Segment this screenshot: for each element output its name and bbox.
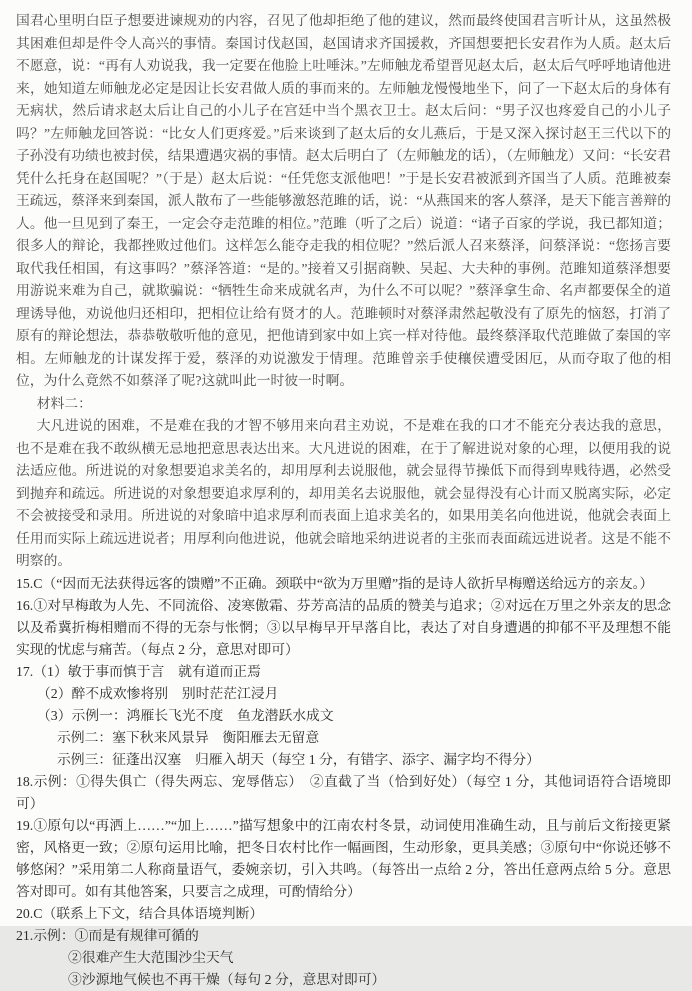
translation-passage-paragraph: 国君心里明白臣子想要进谏规劝的内容，召见了他却拒绝了他的建议，然而最终使国君言听计从，这虽然极其困难但却是件令人高兴的事情。秦国讨伐赵国，赵国请求齐国援救，齐国想要把长安君作为人质。赵太后不愿意，说：“再有人劝说我，我一定要在他脸上吐唾沫。”左师触龙希望晋见赵太后，赵太后气呼呼地请他进来，她知道左师触龙必定是因让长安君做人质的事而来的。左师触龙慢慢地坐下，问了一下赵太后的身体有无病状，然后请求赵太后让自己的小儿子在宫廷中当个黑衣卫士。赵太后问：“男子汉也疼爱自己的小儿子吗？”左师触龙回答说：“比女人们更疼爱。”后来谈到了赵太后的女儿燕后，于是又深入探讨赵王三代以下的子孙没有功绩也被封侯，结果遭遇灾祸的事情。赵太后明白了（左师触龙的话），（左师触龙）又问：“长安君凭什么托身在赵国呢？”（于是）赵太后说：“任凭您支派他吧！”于是长安君被派到齐国当了人质。范雎被秦王疏远，蔡泽来到秦国，派人散布了一些能够激怒范雎的话，说：“从燕国来的客人蔡泽，是天下能言善辩的人。他一旦见到了秦王，一定会夺走范雎的相位。”范雎（听了之后）说道：“诸子百家的学说，我已都知道；很多人的辩论，我都挫败过他们。这样怎么能夺走我的相位呢？”然后派人召来蔡泽，问蔡泽说：“您扬言要取代我任相国，有这事吗？”蔡泽答道：“是的。”接着又引据商鞅、吴起、大夫种的事例。范雎知道蔡泽想要用游说来难为自己，就欺骗说：“牺牲生命来成就名声，为什么不可以呢？”蔡泽拿生命、名声都要保全的道理诱导他，劝说他归还相印，把相位让给有贤才的人。范雎顿时对蔡泽肃然起敬没有了原先的恼怒，打消了原有的辩论想法，恭恭敬敬听他的意见，把他请到家中如上宾一样对待他。最终蔡泽取代范雎做了秦国的宰相。左师触龙的计谋发挥于爱，蔡泽的劝说激发于情理。范雎曾亲手使穰侯遭受困厄，从而夺取了他的相位，为什么竟然不如蔡泽了呢?这就叫此一时彼一时啊。 [16, 13, 671, 388]
answer-21-line-2: ②很难产生大范围沙尘天气 [68, 949, 234, 965]
answer-15: 15.C（“因而无法获得远客的馈赠”不正确。颈联中“欲为万里赠”指的是诗人欲折早梅赠送给远方的亲友。） [16, 575, 654, 591]
answer-17-line-1: 17.（1）敏于事而慎于言 就有道而正焉 [16, 663, 261, 679]
answer-17-line-2: （2）醉不成欢惨将别 别时茫茫江浸月 [37, 685, 279, 701]
material-two-label: 材料二： [36, 395, 92, 411]
answer-21-line-3: ③沙源地气候也不再干燥（每句 2 分，意思对即可） [68, 971, 386, 987]
material-two-paragraph: 大凡进说的困难，不是难在我的才智不够用来向君主劝说，不是难在我的口才不能充分表达我的意思，也不是难在我不敢纵横无忌地把意思表达出来。大凡进说的困难，在于了解进说对象的心理，以便用我的说法适应他。所进说的对象想要追求美名的，却用厚利去说服他，就会显得节操低下而得到卑贱待遇，必然受到抛弃和疏远。所进说的对象想要追求厚利的，却用美名去说服他，就会显得没有心计而又脱离实际，必定不会被接受和录用。所进说的对象暗中追求厚利而表面上追求美名的，如果用美名向他进说，他就会表面上任用而实际上疏远进说者；用厚利向他进说，他就会暗地采纳进说者的主张而表面疏远进说者。这是不能不明察的。 [16, 418, 671, 568]
answer-20: 20.C（联系上下文，结合具体语境判断） [16, 905, 264, 921]
answer-18: 18.示例：①得失俱亡（得失两忘、宠辱偕忘） ②直截了当（恰到好处）（每空 1 分，其他词语符合语境即可） [16, 773, 671, 811]
answer-17-line-3: （3）示例一：鸿雁长飞光不度 鱼龙潜跃水成文 [37, 707, 334, 723]
answer-19: 19.①原句以“再洒上……”“加上……”描写想象中的江南农村冬景，动词使用准确生动，且与前后文衔接更紧密，风格更一致；②原句运用比喻，把冬日农村比作一幅画图，生动形象，更具美感；③原句中“你说还够不够悠闲？”采用第二人称商量语气，委婉亲切，引入共鸣。（每答出一点给 2 分，答出任意两点给 5 分。意思答对即可。如有其他答案，只要言之成理，可酌情给分） [16, 817, 671, 899]
answer-16: 16.①对早梅敢为人先、不同流俗、凌寒傲霜、芬芳高洁的品质的赞美与追求；②对远在万里之外亲友的思念以及希冀折梅相赠而不得的无奈与怅惘；③以早梅早开早落自比，表达了对自身遭遇的抑郁不平及理想不能实现的忧虑与痛苦。（每点 2 分，意思对即可） [16, 597, 671, 657]
answer-21-line-1: 21.示例：①而是有规律可循的 [16, 927, 199, 943]
answer-17-line-5: 示例三：征蓬出汉塞 归雁入胡天（每空 1 分，有错字、添字、漏字均不得分） [57, 751, 540, 767]
answer-17-line-4: 示例二：塞下秋来风景异 衡阳雁去无留意 [57, 729, 320, 745]
